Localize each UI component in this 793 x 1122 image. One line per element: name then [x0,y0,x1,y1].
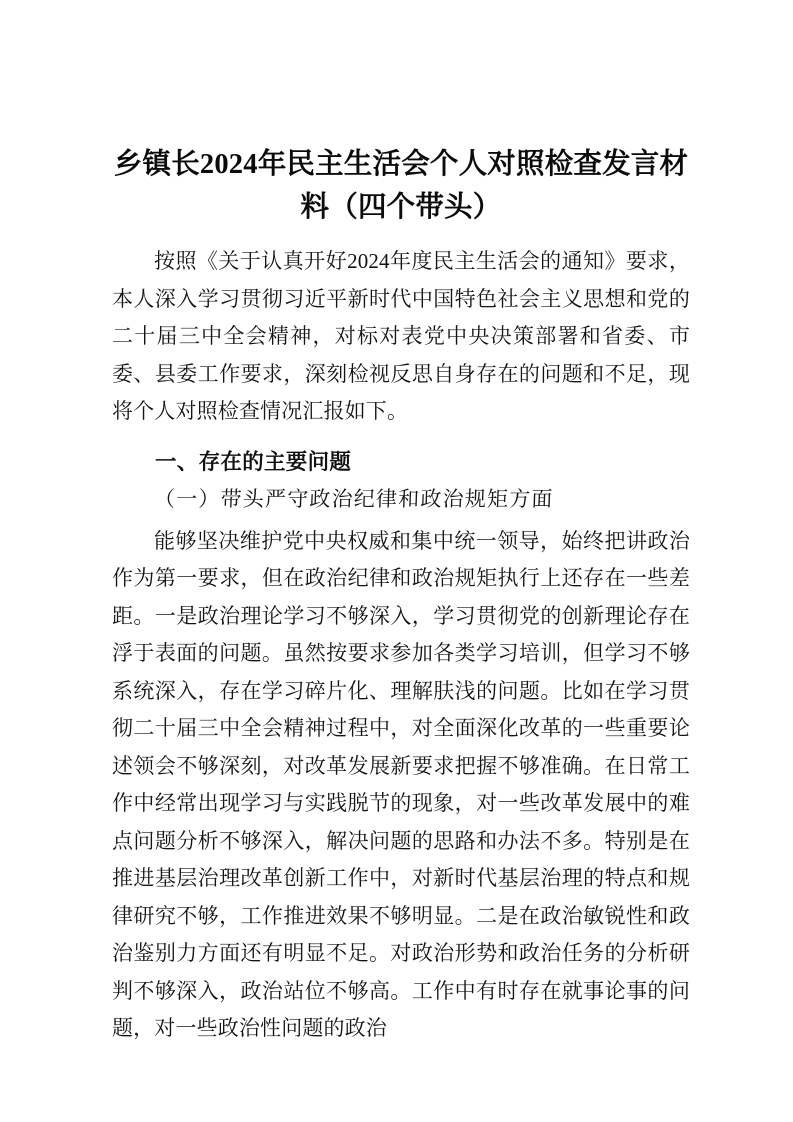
section-heading-main-problems: 一、存在的主要问题 [155,449,352,474]
document-content-column [112,0,690,1048]
subsection-heading-political-discipline: （一）带头严守政治纪律和政治规矩方面 [153,487,555,511]
document-title: 乡镇长2024年民主生活会个人对照检查发言材料（四个带头） [113,149,689,223]
intro-paragraph: 按照《关于认真开好2024年度民主生活会的通知》要求，本人深入学习贯彻习近平新时代中国特色社会主义思想和党的二十届三中全会精神，对标对表党中央决策部署和省委、市委、县委工作要求，深刻检视反思自身存在的问题和不足，现将个人对照检查情况汇报如下。 [112,249,690,423]
subsection-body-paragraph: 能够坚决维护党中央权威和集中统一领导，始终把讲政治作为第一要求，但在政治纪律和政治规矩执行上还存在一些差距。一是政治理论学习不够深入，学习贯彻党的创新理论存在浮于表面的问题。虽然按要求参加各类学习培训，但学习不够系统深入，存在学习碎片化、理解肤浅的问题。比如在学习贯彻二十届三中全会精神过程中，对全面深化改革的一些重要论述领会不够深刻，对改革发展新要求把握不够准确。在日常工作中经常出现学习与实践脱节的现象，对一些改革发展中的难点问题分析不够深入，解决问题的思路和办法不多。特别是在推进基层治理改革创新工作中，对新时代基层治理的特点和规律研究不够，工作推进效果不够明显。二是在政治敏锐性和政治鉴别力方面还有明显不足。对政治形势和政治任务的分析研判不够深入，政治站位不够高。工作中有时存在就事论事的问题，对一些政治性问题的政治 [112,528,690,1040]
